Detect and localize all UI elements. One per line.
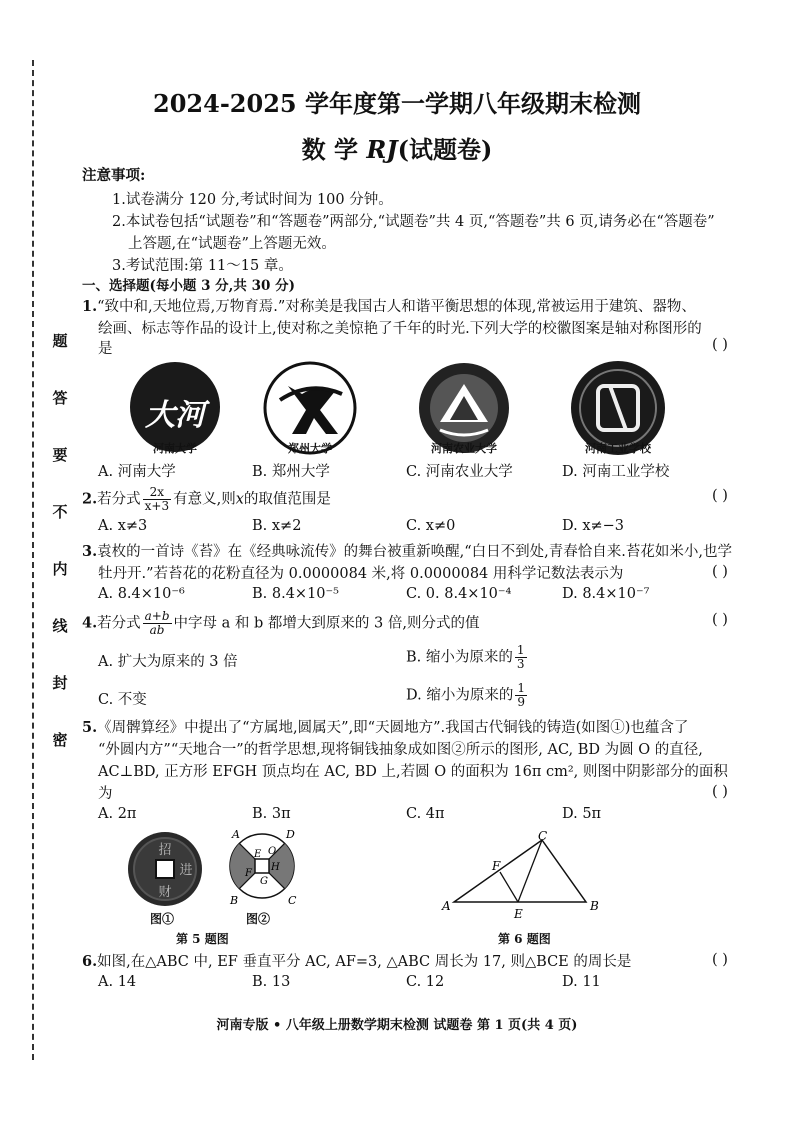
q6-option-b: B. 13	[252, 974, 291, 990]
logo-caption-3: 河南农业大学	[431, 442, 497, 455]
coin-figure	[126, 830, 204, 908]
binding-char: 答	[52, 389, 68, 407]
q1-num: 1.	[82, 298, 98, 315]
q5-option-c: C. 4π	[406, 806, 445, 822]
q2-option-a: A. x≠3	[98, 518, 148, 534]
coin-char-top: 招	[158, 843, 172, 858]
q6-figure-caption: 第 6 题图	[498, 932, 551, 946]
q3-num: 3.	[82, 543, 98, 560]
q2-option-c: C. x≠0	[406, 518, 456, 534]
answer-paren: ( )	[712, 337, 728, 353]
q5-line2: “外圆内方”“天地合一”的哲学思想,现将铜钱抽象成如图②所示的图形, AC, BD 为圆 O 的直径,	[98, 742, 703, 758]
fig5-label-c: C	[288, 894, 297, 907]
q4-optd-den: 9	[517, 695, 525, 709]
subtitle-rj: RJ	[366, 135, 398, 164]
fig6-label-b: B	[590, 899, 599, 913]
q3-option-a: A. 8.4×10⁻⁶	[98, 586, 185, 602]
q2-stem	[82, 486, 331, 513]
q4-optb-pre: B. 缩小为原来的	[406, 649, 513, 666]
q4-optd-num: 1	[517, 681, 525, 695]
triangle-figure	[438, 830, 608, 922]
q6-text: 如图,在△ABC 中, EF 垂直平分 AC, AF=3, △ABC 周长为 17, 则△BCE 的周长是	[97, 954, 632, 970]
q6-stem	[82, 952, 631, 972]
subtitle-paren: (试题卷)	[397, 135, 493, 164]
q4-optb-den: 3	[516, 657, 525, 671]
q4-pre: 若分式	[97, 615, 141, 632]
q2-post2: 的取值范围是	[243, 491, 331, 508]
notice-item-3: 3.考试范围:第 11～15 章。	[112, 258, 293, 274]
notice-item-2b: 上答题,在“试题卷”上答题无效。	[128, 236, 336, 252]
q4-optb-num: 1	[516, 643, 525, 657]
subtitle-main: 数 学	[301, 135, 358, 164]
q2-frac-num: 2x	[143, 486, 171, 500]
q2-pre: 若分式	[97, 491, 141, 508]
q4-option-c: C. 不变	[98, 692, 147, 708]
q2-frac-den: x+3	[144, 499, 170, 513]
fig6-label-a: A	[442, 899, 451, 913]
q6-option-a: A. 14	[98, 974, 137, 990]
q1-line3: 是	[98, 341, 113, 357]
answer-paren: ( )	[712, 564, 728, 580]
fig5-label-d: D	[286, 828, 295, 841]
q4-optb-fraction	[515, 644, 527, 671]
fig5-label-a: A	[232, 828, 240, 841]
notice-item-1: 1.试卷满分 120 分,考试时间为 100 分钟。	[112, 192, 393, 208]
coin-char-bottom: 财	[158, 885, 172, 900]
coin-char-right: 进	[179, 863, 193, 878]
q1-option-a: A. 河南大学	[98, 464, 176, 480]
q4-option-b	[406, 644, 529, 671]
q4-frac-den: ab	[149, 623, 165, 637]
binding-char: 题	[52, 332, 68, 350]
q2-option-b: B. x≠2	[252, 518, 302, 534]
fig6-label-f: F	[492, 859, 501, 873]
fig5-label-b: B	[230, 894, 239, 907]
q1-text-1: “致中和,天地位焉,万物育焉.”对称美是我国古人和谐平衡思想的体现,常被运用于建筑、器物、	[97, 299, 696, 315]
binding-char: 内	[52, 560, 68, 578]
page-subtitle	[0, 130, 794, 165]
binding-char: 封	[52, 674, 68, 692]
logo-text: 大河	[145, 398, 205, 433]
binding-char: 密	[52, 731, 68, 749]
q5-line1	[82, 718, 688, 738]
binding-line	[32, 60, 36, 1060]
q1-line1	[82, 297, 696, 317]
q6-option-d: D. 11	[562, 974, 601, 990]
q1-option-d: D. 河南工业学校	[562, 464, 670, 480]
fig1-caption: 图①	[150, 912, 175, 926]
page-title: 2024-2025 学年度第一学期八年级期末检测	[153, 89, 641, 118]
fig5-label-g: G	[260, 876, 268, 887]
fig6-label-c: C	[538, 830, 548, 843]
q4-optd-pre: D. 缩小为原来的	[406, 687, 514, 704]
q2-option-d: D. x≠−3	[562, 518, 625, 534]
q2-fraction	[143, 486, 171, 513]
q4-frac-num: a+b	[144, 609, 170, 623]
fig5-label-o: O	[268, 846, 277, 857]
fig5-label-f: F	[245, 868, 252, 879]
circle-square-figure	[222, 824, 302, 908]
answer-paren: ( )	[712, 488, 728, 504]
q4-option-d	[406, 682, 529, 709]
q5-num: 5.	[82, 719, 98, 736]
notice-item-2a: 2.本试卷包括“试题卷”和“答题卷”两部分,“试题卷”共 4 页,“答题卷”共 6 页,请务必在“答题卷”	[112, 214, 715, 230]
q5-line4: 为	[98, 786, 113, 802]
q5-figure-caption: 第 5 题图	[176, 932, 229, 946]
q6-option-c: C. 12	[406, 974, 445, 990]
q5-line3: AC⊥BD, 正方形 EFGH 顶点均在 AC, BD 上,若圆 O 的面积为 16π cm², 则图中阴影部分的面积	[98, 764, 728, 780]
q2-post: 有意义,则	[173, 491, 236, 508]
section-heading: 一、选择题(每小题 3 分,共 30 分)	[82, 278, 295, 294]
fig2-caption: 图②	[246, 912, 271, 926]
fig6-label-e: E	[514, 907, 523, 921]
q4-fraction	[143, 610, 172, 637]
q4-option-a: A. 扩大为原来的 3 倍	[98, 654, 238, 670]
q1-option-c: C. 河南农业大学	[406, 464, 513, 480]
binding-char: 线	[52, 617, 68, 635]
answer-paren: ( )	[712, 784, 728, 800]
q5-option-d: D. 5π	[562, 806, 602, 822]
binding-text	[48, 330, 72, 750]
q3-option-c: C. 0. 8.4×10⁻⁴	[406, 586, 512, 602]
q3-option-b: B. 8.4×10⁻⁵	[252, 586, 339, 602]
q5-option-a: A. 2π	[98, 806, 137, 822]
fig5-label-e: E	[254, 849, 262, 860]
q4-stem	[82, 610, 479, 637]
q4-optd-fraction	[515, 682, 527, 709]
q1-line2: 绘画、标志等作品的设计上,使对称之美惊艳了千年的时光.下列大学的校徽图案是轴对称图形的	[98, 321, 702, 337]
q3-text-1: 袁枚的一首诗《苔》在《经典咏流传》的舞台被重新唤醒,“白日不到处,青春恰自来.苔花如米小,也学	[97, 544, 732, 560]
q3-line2: 牡丹开.”若苔花的花粉直径为 0.0000084 米,将 0.0000084 用科学记数法表示为	[98, 566, 624, 582]
q3-option-d: D. 8.4×10⁻⁷	[562, 586, 650, 602]
binding-char: 要	[52, 446, 68, 464]
logo-caption-1: 河南大学	[153, 442, 197, 455]
fig5-label-h: H	[271, 862, 280, 873]
q4-post: 中字母 a 和 b 都增大到原来的 3 倍,则分式的值	[173, 615, 480, 632]
q2-var: x	[235, 491, 244, 508]
answer-paren: ( )	[712, 952, 728, 968]
henan-university-logo	[130, 362, 220, 452]
q2-num: 2.	[82, 490, 98, 508]
q5-option-b: B. 3π	[252, 806, 291, 822]
logo-caption-4: 河南工业学校	[585, 442, 651, 455]
q6-num: 6.	[82, 953, 98, 970]
page-footer: 河南专版 • 八年级上册数学期末检测 试题卷 第 1 页(共 4 页)	[216, 1018, 578, 1033]
answer-paren: ( )	[712, 612, 728, 628]
binding-char: 不	[52, 503, 68, 521]
q4-num: 4.	[82, 614, 98, 632]
notice-heading: 注意事项:	[82, 167, 146, 184]
q1-option-b: B. 郑州大学	[252, 464, 330, 480]
logo-caption-2: 郑州大学	[288, 442, 332, 455]
q5-text-1: 《周髀算经》中提出了“方属地,圆属天”,即“天圆地方”.我国古代铜钱的铸造(如图①)也蕴含了	[97, 720, 689, 736]
q3-line1	[82, 542, 732, 562]
